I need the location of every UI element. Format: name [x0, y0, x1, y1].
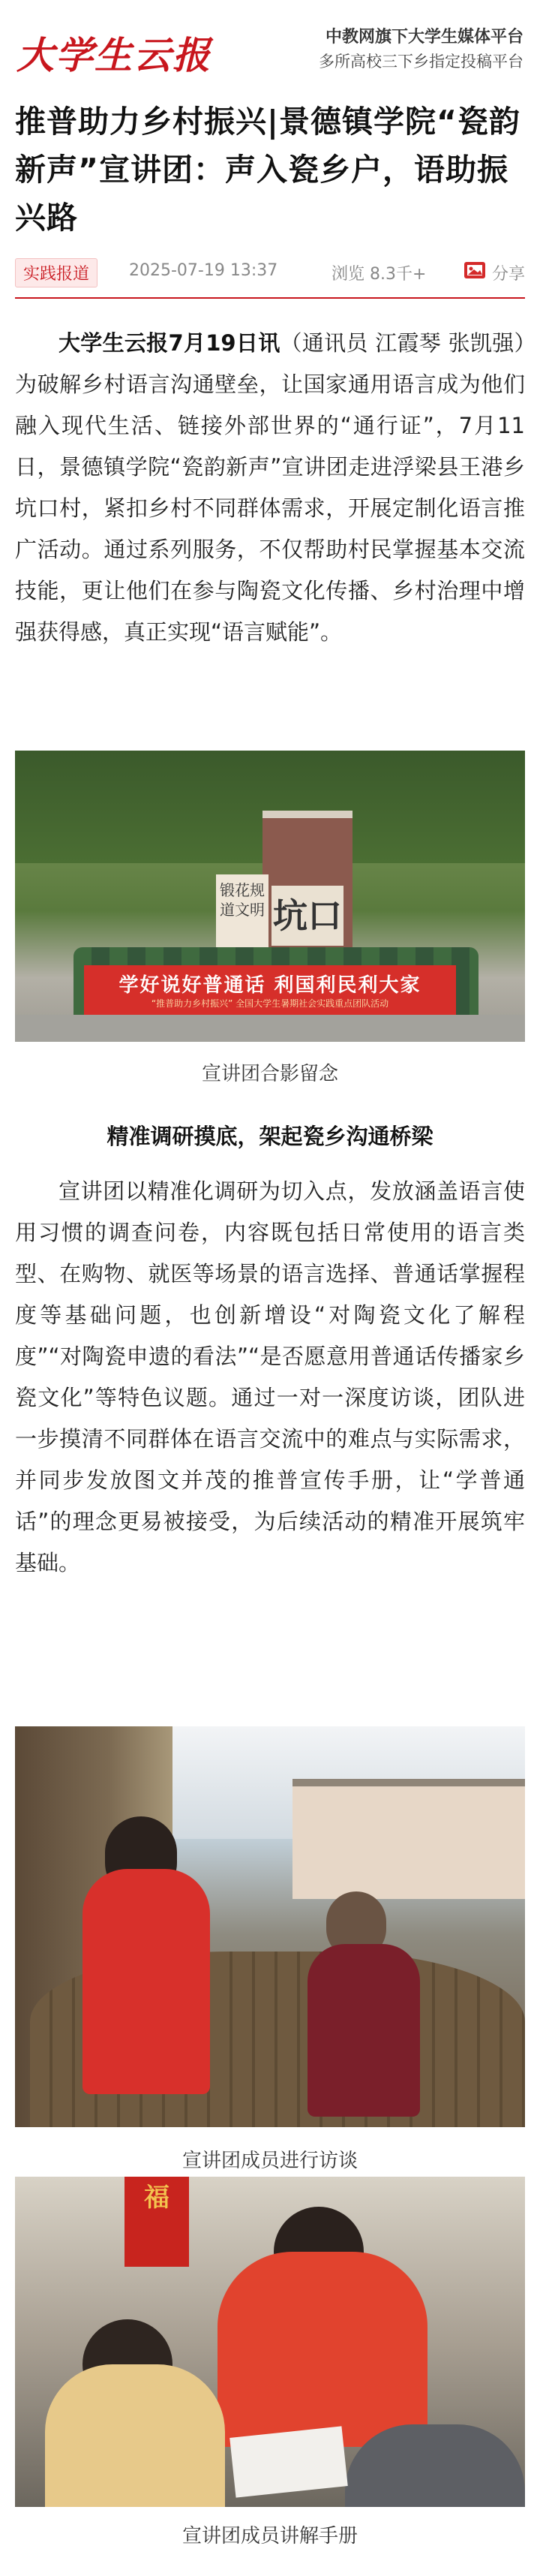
section-heading: 精准调研摸底，架起瓷乡沟通桥梁: [106, 1124, 434, 1149]
photo1-caption: 宣讲团合影留念: [201, 1063, 338, 1085]
category-badge[interactable]: 实践报道: [15, 258, 98, 287]
section-paragraph: 宣讲团以精准化调研为切入点，发放涵盖语言使用习惯的调查问卷，内容既包括日常使用的语言类型、在购物、就医等场景的语言选择、普通话掌握程度等基础问题，也创新增设“对陶瓷文化了解程度”“对陶瓷申遗的看法”“是否愿意用普通话传播家乡瓷文化”等特色议题。通过一对一深度访谈，团队进一步摸清不同群体在语言交流中的难点与实际需求，并同步发放图文并茂的推普宣传手册，让“学普通话”的理念更易被接受，为后续活动的精准开展筑牢基础。: [15, 1178, 525, 1575]
photo1-banner-slogan: 学好说好普通话 利国利民利大家: [118, 974, 422, 997]
photo-interview: [15, 1726, 525, 2127]
photo2-house: [292, 1779, 525, 1899]
photo2-villager: [308, 1944, 420, 2117]
photo3-handbook: [230, 2426, 348, 2497]
site-header: [0, 0, 540, 90]
photo3-volunteer: [218, 2252, 428, 2447]
photo1-banner-subtitle: “推普助力乡村振兴” 全国大学生暑期社会实践重点团队活动: [151, 998, 389, 1009]
photo3-villager: [45, 2364, 225, 2507]
header-tagline-secondary: 多所高校三下乡指定投稿平台: [319, 53, 524, 71]
share-icon[interactable]: [464, 260, 486, 281]
lead-text: （通讯员 江霞琴 张凯强）为破解乡村语言沟通壁垒，让国家通用语言成为他们融入现代生活、链接外部世界的“通行证”，7月11日，景德镇学院“瓷韵新声”宣讲团走进浮梁县王港乡坑口村，紧扣乡村不同群体需求，开展定制化语言推广活动。通过系列服务，不仅帮助村民掌握基本交流技能，更让他们在参与陶瓷文化传播、乡村治理中增强获得感，真正实现“语言赋能”。: [15, 330, 525, 645]
photo3-elder: [345, 2424, 525, 2507]
photo1-banner: [84, 965, 456, 1015]
photo1-ground: [15, 1015, 525, 1042]
article-meta: [15, 255, 525, 293]
photo2-caption: 宣讲团成员进行访谈: [182, 2150, 358, 2172]
view-count: 浏览 8.3千+: [332, 265, 427, 284]
header-tagline-primary: 中教网旗下大学生媒体平台: [325, 27, 524, 47]
share-button-label[interactable]: 分享: [492, 265, 526, 284]
site-logo[interactable]: 大学生云报: [16, 33, 212, 77]
meta-divider: [15, 297, 525, 299]
photo2-volunteer: [82, 1869, 210, 2094]
photo-group-portrait: [15, 751, 525, 1042]
lead-paragraph: [15, 323, 525, 653]
article-title: 推普助力乡村振兴|景德镇学院“瓷韵新声”宣讲团：声入瓷乡户，语助振兴路: [15, 104, 520, 236]
photo3-couplet: 福: [124, 2177, 189, 2267]
photo1-gate-sign: 坑口: [272, 886, 344, 946]
photo3-caption: 宣讲团成员讲解手册: [182, 2525, 358, 2547]
lead-dateline: 大学生云报7月19日讯: [58, 330, 280, 356]
photo-handbook: [15, 2177, 525, 2507]
publish-date: 2025-07-19 13:37: [129, 261, 278, 280]
photo1-wall-text: 锻花规道文明: [216, 874, 268, 972]
